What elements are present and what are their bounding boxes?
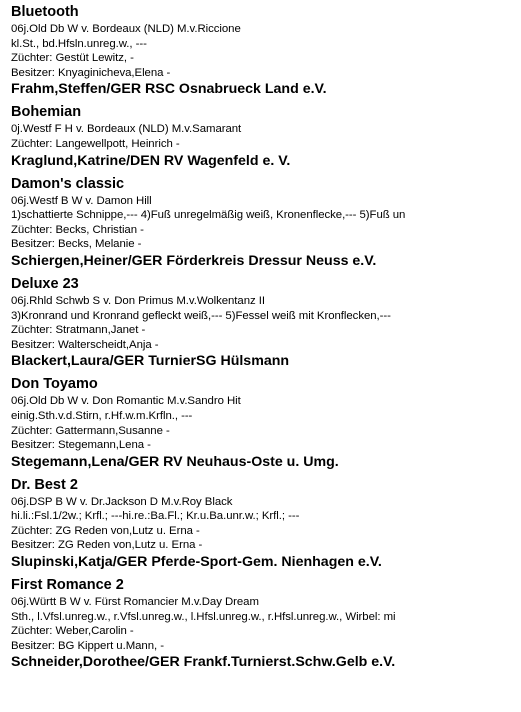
horse-entry — [11, 103, 517, 170]
horse-pedigree: 06j.Rhld Schwb S v. Don Primus M.v.Wolkentanz II — [11, 294, 265, 307]
horse-owner: Besitzer: BG Kippert u.Mann, - — [11, 639, 164, 652]
horse-name: Bluetooth — [11, 4, 79, 20]
horse-markings: einig.Sth.v.d.Stirn, r.Hf.w.m.Krfln., --- — [11, 409, 193, 422]
horse-breeder: Züchter: ZG Reden von,Lutz u. Erna - — [11, 524, 200, 537]
rider-name: Slupinski,Katja/GER Pferde-Sport-Gem. Nienhagen e.V. — [11, 554, 382, 571]
horse-entry — [11, 175, 517, 271]
horse-pedigree: 0j.Westf F H v. Bordeaux (NLD) M.v.Samarant — [11, 123, 242, 136]
rider-name: Schneider,Dorothee/GER Frankf.Turnierst.Schw.Gelb e.V. — [11, 654, 396, 671]
horse-entry — [11, 275, 517, 371]
horse-markings: 3)Kronrand und Kronrand gefleckt weiß,--- 5)Fessel weiß mit Kronflecken,--- — [11, 309, 391, 322]
starter-list — [11, 3, 517, 676]
horse-entry — [11, 3, 517, 99]
horse-pedigree: 06j.Westf B W v. Damon Hill — [11, 194, 152, 207]
rider-name: Schiergen,Heiner/GER Förderkreis Dressur Neuss e.V. — [11, 252, 377, 269]
horse-entry — [11, 375, 517, 471]
rider-name: Frahm,Steffen/GER RSC Osnabrueck Land e.V. — [11, 81, 327, 98]
horse-pedigree: 06j.Old Db W v. Bordeaux (NLD) M.v.Riccione — [11, 23, 241, 35]
horse-markings: 1)schattierte Schnippe,--- 4)Fuß unregelmäßig weiß, Kronenflecke,--- 5)Fuß un — [11, 209, 406, 222]
horse-name: Deluxe 23 — [11, 275, 79, 292]
horse-name: Don Toyamo — [11, 376, 98, 393]
horse-pedigree: 06j.DSP B W v. Dr.Jackson D M.v.Roy Black — [11, 495, 233, 508]
rider-name: Stegemann,Lena/GER RV Neuhaus-Oste u. Umg. — [11, 453, 339, 470]
horse-breeder: Züchter: Stratmann,Janet - — [11, 324, 146, 337]
horse-breeder: Züchter: Becks, Christian - — [11, 223, 144, 236]
horse-name: Bohemian — [11, 104, 82, 121]
rider-name: Kraglund,Katrine/DEN RV Wagenfeld e. V. — [11, 152, 291, 169]
horse-breeder: Züchter: Langewellpott, Heinrich - — [11, 137, 180, 150]
horse-entry — [11, 476, 517, 572]
horse-owner: Besitzer: Becks, Melanie - — [11, 238, 142, 251]
horse-pedigree: 06j.Old Db W v. Don Romantic M.v.Sandro Hit — [11, 395, 241, 408]
horse-owner: Besitzer: Walterscheidt,Anja - — [11, 338, 159, 351]
horse-markings: Sth., l.Vfsl.unreg.w., r.Vfsl.unreg.w., l.Hfsl.unreg.w., r.Hfsl.unreg.w., Wirbel: mi — [11, 610, 396, 623]
horse-markings: hi.li.:Fsl.1/2w.; Krfl.; ---hi.re.:Ba.Fl.; Kr.u.Ba.unr.w.; Krfl.; --- — [11, 510, 300, 523]
horse-name: First Romance 2 — [11, 577, 124, 594]
horse-owner: Besitzer: ZG Reden von,Lutz u. Erna - — [11, 539, 203, 552]
horse-markings: kl.St., bd.Hfsln.unreg.w., --- — [11, 37, 147, 50]
horse-name: Dr. Best 2 — [11, 476, 78, 493]
horse-pedigree: 06j.Württ B W v. Fürst Romancier M.v.Day Dream — [11, 596, 259, 609]
horse-owner: Besitzer: Knyaginicheva,Elena - — [11, 66, 171, 79]
horse-name: Damon's classic — [11, 175, 125, 192]
rider-name: Blackert,Laura/GER TurnierSG Hülsmann — [11, 353, 290, 370]
horse-breeder: Züchter: Gestüt Lewitz, - — [11, 52, 134, 65]
horse-entry — [11, 576, 517, 672]
horse-owner: Besitzer: Stegemann,Lena - — [11, 439, 151, 452]
horse-breeder: Züchter: Weber,Carolin - — [11, 625, 134, 638]
horse-breeder: Züchter: Gattermann,Susanne - — [11, 424, 170, 437]
